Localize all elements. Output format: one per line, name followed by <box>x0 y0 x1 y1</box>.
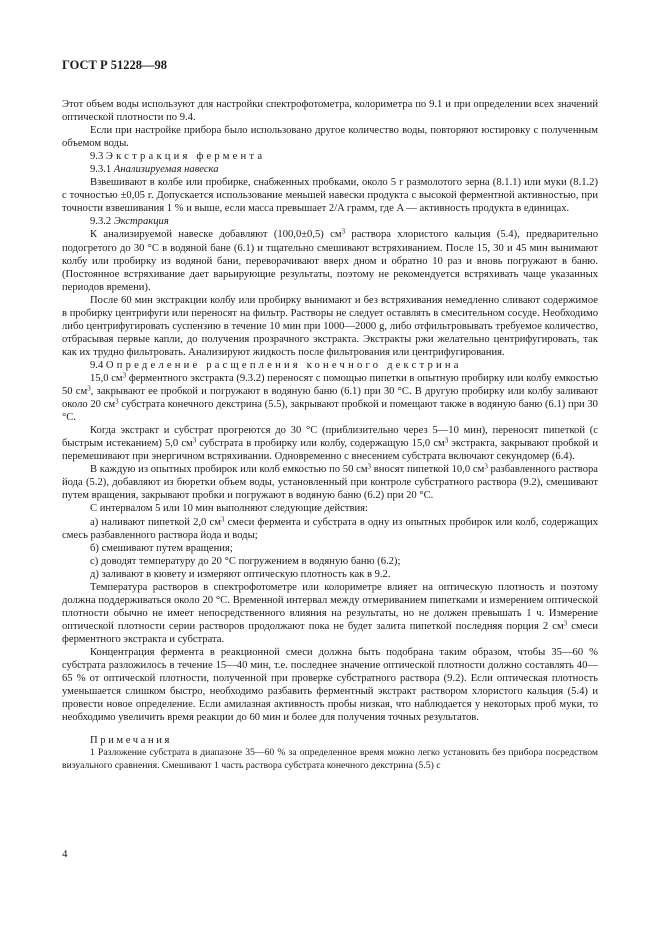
paragraph: Если при настройке прибора было использовано другое количество воды, повторяют юстировку с полученным объемом воды. <box>62 125 598 150</box>
section-title: Экстракция фермента <box>105 151 266 163</box>
section-title: Определение расщепления конечного декстрина <box>105 359 462 371</box>
section-title: Анализируемая навеска <box>113 164 219 176</box>
paragraph: Этот объем воды используют для настройки спектрофотометра, колориметра по 9.1 и при определении всех значений оптической плотности по 9.4. <box>62 99 598 124</box>
paragraph: В каждую из опытных пробирок или колб емкостью по 50 $см^3$ вносят пипеткой 10,0 $см^3$ разбавленного раствора йода (5.2), добавляют из бюретки объем воды, установленный при контроле субстратного раствора (9.2), смешивают путем вращения, закрывают пробки и погружают в водяную баню (6.2) при 20 °С. <box>62 462 598 502</box>
subsection-heading-9-3-1 <box>62 163 598 176</box>
section-number: 9.4 <box>90 359 104 371</box>
subsection-heading-9-3-2 <box>62 215 598 228</box>
list-item: с) доводят температуру до 20 °С погружением в водяную баню (6.2); <box>90 555 401 567</box>
section-title: Экстракция <box>113 216 169 228</box>
document-code-header: ГОСТ Р 51228—98 <box>62 58 168 72</box>
paragraph: Взвешивают в колбе или пробирке, снабженных пробками, около 5 г размолотого зерна (8.1.1) или муки (8.1.2) с точностью ±0,05 г. Допускается использование меньшей навески продукта с высокой ферментной активностью, при точности взвешивания 1 % и выше, если масса превышает 2/A грамм, где A — активность продукта в единицах. <box>62 177 598 215</box>
paragraph: С интервалом 5 или 10 мин выполняют следующие действия: <box>90 503 368 515</box>
list-item: д) заливают в кювету и измеряют оптическую плотность как в 9.2. <box>90 568 391 580</box>
section-number: 9.3.1 <box>90 164 112 176</box>
paragraph: После 60 мин экстракции колбу или пробирку вынимают и без встряхивания немедленно сливают содержимое в пробирку центрифуги или переносят на фильтр. Растворы не следует оставлять в смесительном сосуде. Необходимо либо центрифугировать суспензию в течение 10 мин при 1000—2000 g, либо отфильтровывать требуемое количество, отбрасывая первые капли, до получения прозрачного экстракта. Экстракты ржи желательно центрифугировать, так как их трудно фильтровать. Анализируют жидкость после фильтрования или центрифугирования. <box>62 294 598 358</box>
page-number: 4 <box>62 848 68 860</box>
notes-title: Примечания <box>90 735 172 747</box>
section-heading-9-4 <box>62 359 598 372</box>
document-body <box>62 98 598 772</box>
paragraph: Концентрация фермента в реакционной смеси должна быть подобрана таким образом, чтобы 35—60 % субстрата разложилось в течение 15—40 мин, т.е. последнее значение оптической плотности должно составлять 40—65 % от оптической плотности, полученной при проверке субстратного раствора (9.2). Если оптическая плотность уменьшается слишком быстро, необходимо разбавить ферментный экстракт раствором хлористого кальция (5.4) и провести новое определение. Если амилазная активность пробы низкая, что наблюдается у некоторых проб муки, то необходимо увеличить время реакции до 60 мин и более для получения точных результатов. <box>62 646 598 724</box>
list-item: б) смешивают путем вращения; <box>90 542 233 554</box>
document-page <box>62 58 598 772</box>
section-number: 9.3 <box>90 151 104 163</box>
paragraph: 15,0 $см^3$ ферментного экстракта (9.3.2) переносят с помощью пипетки в опытную пробирку или колбу емкостью 50 $см^3$, закрывают ее пробкой и погружают в водяную баню (6.1) при 30 °С. В другую пробирку или колбу заливают около 20 $см^3$ субстрата конечного декстрина (5.5), закрывают пробкой и помещают также в водяную баню (6.1) при 30 °С. <box>62 371 598 424</box>
note-item: 1 Разложение субстрата в диапазоне 35—60 % за определенное время можно легко установить без прибора посредством визуального сравнения. Смешивают 1 часть раствора субстрата конечного декстрина (5.5) с <box>62 747 598 771</box>
list-item: а) наливают пипеткой 2,0 $см^3$ смеси фермента и субстрата в одну из опытных пробирок или колб, содержащих смесь разбавленного раствора йода и воды; <box>62 515 598 541</box>
section-number: 9.3.2 <box>90 216 112 228</box>
paragraph: К анализируемой навеске добавляют (100,0±0,5) $см^3$ раствора хлористого кальция (5.4), предварительно подогретого до 30 °С в водяной бане (6.1) и тщательно смешивают встряхиванием. После 15, 30 и 45 мин вынимают колбу или пробирку из водяной бани, переворачивают вверх дном и обратно 10 раз и вновь погружают в баню. (Постоянное встряхивание дает варьирующие результаты, поэтому не рекомендуется встряхивать чаще указанных периодов времени). <box>62 227 598 293</box>
section-heading-9-3 <box>62 150 598 163</box>
paragraph: Температура растворов в спектрофотометре или колориметре влияет на оптическую плотность и поэтому должна поддерживаться около 20 °С. Временной интервал между отмериванием пипетками и измерением оптической плотности обычно не имеет непосредственного влияния на результаты, но не должен превышать 1 ч. Измерение оптической плотности серии растворов продолжают пока не будет залита пипеткой последняя порция 2 $см^3$ смеси ферментного экстракта и субстрата. <box>62 581 598 645</box>
paragraph: Когда экстракт и субстрат прогреются до 30 °С (приблизительно через 5—10 мин), переносят пипеткой (с быстрым истеканием) 5,0 $см^3$ субстрата в пробирку или колбу, содержащую 15,0 $см^3$ экстракта, закрывают пробкой и перемешивают при энергичном встряхивании. Одновременно с внесением субстрата включают секундомер (6.4). <box>62 425 598 463</box>
